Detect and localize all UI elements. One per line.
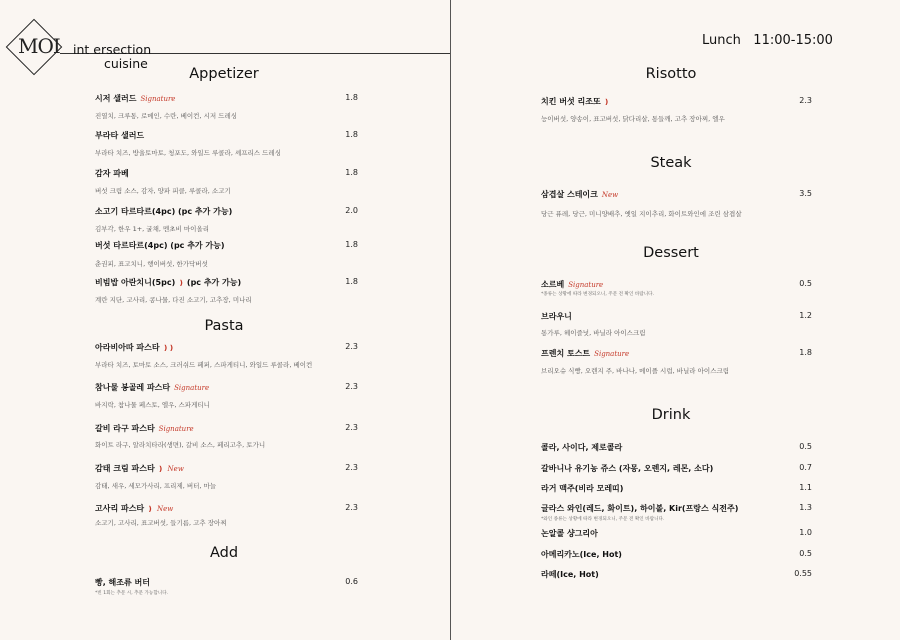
menu-item-price: 2.3 — [345, 503, 358, 512]
pepper-icon: ❫ — [157, 465, 164, 473]
menu-item-desc: 부라타 치즈, 토마토 소스, 크러쉬드 페퍼, 스파게티니, 와일드 루콜라, 베이컨 — [95, 361, 313, 369]
menu-item-name: 브라우니 — [541, 312, 572, 321]
pepper-icon: ❫ — [147, 505, 154, 513]
section-title-appetizer: Appetizer — [189, 66, 259, 82]
menu-item-name: 콜라, 사이다, 제로콜라 — [541, 443, 623, 452]
menu-item-price: 2.3 — [345, 382, 358, 391]
brand-line-2: cuisine — [104, 56, 148, 71]
section-title-risotto: Risotto — [645, 66, 697, 82]
pepper-icon: ❫ — [603, 98, 610, 106]
menu-item-name: 갈바니나 유기농 쥬스 (자몽, 오렌지, 레몬, 소다) — [541, 464, 714, 473]
menu-item-name: 버섯 타르타르(4pc) (pc 추가 가능) — [95, 241, 225, 250]
section-title-dessert: Dessert — [643, 245, 699, 261]
menu-item-name: 참나물 봉골레 파스타 Signature — [95, 383, 210, 392]
menu-item-price: 1.2 — [799, 311, 812, 320]
menu-item-desc: 화이트 라구, 알라치타라(생면), 갈비 소스, 페리고추, 토가니 — [95, 441, 266, 449]
lunch-hours — [702, 33, 833, 48]
menu-item-price: 0.7 — [799, 463, 812, 472]
menu-item-price: 1.8 — [345, 240, 358, 249]
menu-item-price: 3.5 — [799, 189, 812, 198]
menu-item-price: 1.8 — [345, 93, 358, 102]
menu-item-price: 1.1 — [799, 483, 812, 492]
menu-item-name: 고사리 파스타 ❫ New — [95, 504, 174, 513]
section-title-add: Add — [209, 545, 239, 561]
menu-item-name: 빵, 해조류 버터 — [95, 578, 150, 587]
menu-item-price: 1.8 — [799, 348, 812, 357]
menu-item-price: 1.8 — [345, 168, 358, 177]
menu-item-name: 감태 크림 파스타 ❫ New — [95, 464, 184, 473]
menu-item-name: 감자 파베 — [95, 169, 129, 178]
menu-item-price: 0.6 — [345, 577, 358, 586]
menu-item-name: 라떼(Ice, Hot) — [541, 570, 599, 579]
section-title-pasta: Pasta — [204, 318, 244, 334]
menu-item-name: 아라비아따 파스타 ❫❫ — [95, 343, 175, 352]
menu-item-desc: 버섯 크림 소스, 감자, 양파 피클, 루콜라, 소고기 — [95, 187, 231, 195]
menu-item-price: 0.5 — [799, 549, 812, 558]
menu-item-price: 2.3 — [345, 463, 358, 472]
menu-item-price: 1.8 — [345, 130, 358, 139]
menu-item-name: 아메리카노(Ice, Hot) — [541, 550, 622, 559]
menu-item-name: 소르베 Signature — [541, 280, 604, 289]
pepper-icon: ❫❫ — [162, 344, 175, 352]
menu-item-desc: 춘권피, 표고치니, 행이버섯, 한가닥버섯 — [95, 260, 208, 268]
pepper-icon: ❫ — [178, 279, 185, 287]
brand-line-1: int ersection — [73, 42, 152, 57]
menu-item-price: 1.3 — [799, 503, 812, 512]
menu-item-price: 0.5 — [799, 279, 812, 288]
menu-item-note: *종류는 상황에 따라 변경되오니, 주문 전 확인 바랍니다. — [541, 292, 655, 297]
menu-item-desc: 계란 지단, 고사리, 콩나물, 다진 소고기, 고추장, 미나리 — [95, 296, 252, 304]
menu-item-price: 2.3 — [345, 423, 358, 432]
menu-item-desc: 부라타 치즈, 방울토마토, 청포도, 와일드 루콜라, 셰프리스 드레싱 — [95, 149, 281, 157]
menu-item-desc: 바지락, 참나물 페스토, 엘우, 스파게티니 — [95, 401, 210, 409]
menu-item-price: 0.55 — [794, 569, 812, 578]
menu-item-name: 부라타 샐러드 — [95, 131, 145, 140]
menu-item-desc: 브리오슈 식빵, 오렌지 주, 바나나, 메이플 시럽, 바닐라 아이스크림 — [541, 367, 730, 375]
menu-item-desc: 진열치, 크루통, 로메인, 수란, 베이컨, 시저 드레싱 — [95, 112, 238, 120]
menu-item-name: 갈비 라구 파스타 Signature — [95, 424, 194, 433]
menu-item-price: 2.3 — [799, 96, 812, 105]
menu-item-name: 글라스 와인(레드, 화이트), 하이볼, Kir(프랑스 식전주) — [541, 504, 739, 513]
menu-item-price: 2.3 — [345, 342, 358, 351]
section-title-steak: Steak — [650, 155, 692, 171]
page-divider — [450, 0, 451, 640]
section-title-drink: Drink — [651, 407, 691, 423]
menu-item-price: 1.8 — [345, 277, 358, 286]
menu-item-name: 라거 맥주(비라 모레띠) — [541, 484, 624, 493]
menu-item-name: 비빔밥 아란치니(5pc) ❫ (pc 추가 가능) — [95, 278, 242, 287]
menu-item-name: 논알콜 샹그리아 — [541, 529, 598, 538]
menu-item-name: 시저 샐러드 Signature — [95, 94, 176, 103]
menu-item-name: 치킨 버섯 리조또 ❫ — [541, 97, 610, 106]
menu-item-name: 프렌치 토스트 Signature — [541, 349, 630, 358]
menu-item-desc: 통가루, 헤이즐넛, 바닐라 아이스크림 — [541, 329, 646, 337]
menu-item-note: *와인 종류는 상황에 따라 변경되오니, 주문 전 확인 바랍니다. — [541, 517, 665, 522]
menu-item-note: *빈 1회는 추문 시, 추문 가능합니다. — [95, 591, 169, 596]
menu-item-desc: 김부각, 한우 1+, 굴채, 멘초비 마이올리 — [95, 225, 210, 233]
menu-item-desc: 능이버섯, 양송이, 표고버섯, 닭다리살, 통들깨, 고추 장아찌, 엘우 — [541, 115, 725, 123]
menu-item-desc: 당근 퓨레, 당근, 미니양배추, 옛일 지이추리, 화이트와인에 조린 삼겹살 — [541, 210, 742, 218]
menu-item-desc: 감태, 새우, 세모가사리, 프리제, 버터, 마늘 — [95, 482, 217, 490]
menu-item-price: 1.0 — [799, 528, 812, 537]
lunch-label: Lunch — [702, 33, 741, 48]
menu-item-name: 삼겹살 스테이크 New — [541, 190, 619, 199]
lunch-time: 11:00-15:00 — [753, 33, 833, 48]
menu-item-desc: 소고기, 고사리, 표고버섯, 들기름, 고추 장아찌 — [95, 519, 227, 527]
menu-item-price: 2.0 — [345, 206, 358, 215]
logo-text: MOI — [18, 34, 60, 58]
menu-item-price: 0.5 — [799, 442, 812, 451]
menu-item-name: 소고기 타르타르(4pc) (pc 추가 가능) — [95, 207, 233, 216]
